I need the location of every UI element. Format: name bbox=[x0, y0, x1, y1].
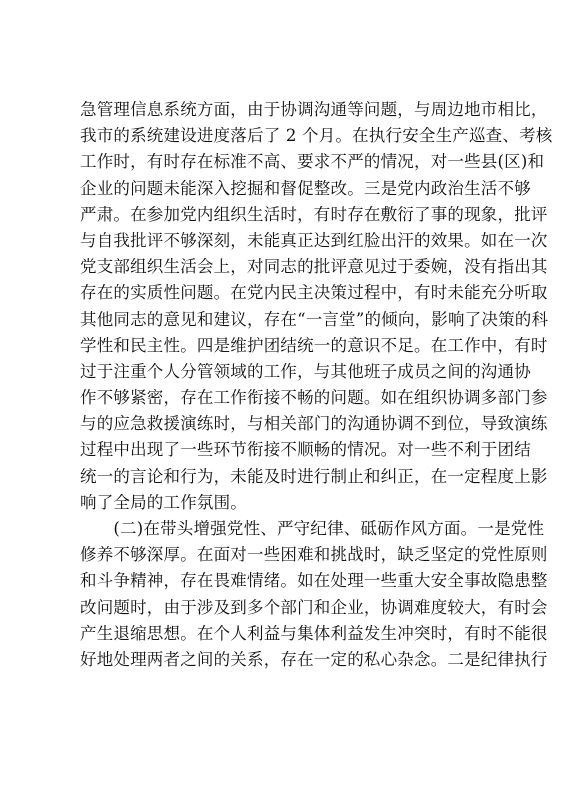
text-line: 产生退缩思想。在个人利益与集体利益发生冲突时，有时不能很 bbox=[80, 623, 548, 643]
text-line: 企业的问题未能深入挖掘和督促整改。三是党内政治生活不够 bbox=[80, 178, 531, 198]
text-line: 党支部组织生活会上，对同志的批评意见过于委婉，没有指出其 bbox=[80, 257, 548, 277]
text-line: 严肃。在参加党内组织生活时，有时存在敷衍了事的现象，批评 bbox=[80, 204, 548, 224]
text-line: 急管理信息系统方面，由于协调沟通等问题，与周边地市相比， bbox=[80, 100, 548, 119]
text-line: 和斗争精神，存在畏难情绪。如在处理一些重大安全事故隐患整 bbox=[80, 571, 548, 591]
text-line: 与自我批评不够深刻，未能真正达到红脸出汗的效果。如在一次 bbox=[80, 230, 548, 250]
text-line: 改问题时，由于涉及到多个部门和企业，协调难度较大，有时会 bbox=[80, 597, 548, 617]
text-line: 响了全局的工作氛围。 bbox=[80, 492, 247, 512]
text-line: 存在的实质性问题。在党内民主决策过程中，有时未能充分听取 bbox=[80, 283, 548, 303]
text-line: 学性和民主性。四是维护团结统一的意识不足。在工作中，有时 bbox=[80, 335, 548, 355]
text-line: 统一的言论和行为，未能及时进行制止和纠正，在一定程度上影 bbox=[80, 466, 548, 486]
body-text bbox=[80, 97, 553, 673]
text-line: 修养不够深厚。在面对一些困难和挑战时，缺乏坚定的党性原则 bbox=[80, 545, 548, 565]
text-line: (二)在带头增强党性、严守纪律、砥砺作风方面。一是党性 bbox=[80, 519, 545, 538]
text-line: 工作时，有时存在标准不高、要求不严的情况，对一些县(区)和 bbox=[80, 152, 545, 172]
text-line: 我市的系统建设进度落后了 2 个月。在执行安全生产巡查、考核 bbox=[80, 126, 553, 146]
text-line: 过程中出现了一些环节衔接不顺畅的情况。对一些不利于团结 bbox=[80, 440, 531, 460]
text-line: 与的应急救援演练时，与相关部门的沟通协调不到位，导致演练 bbox=[80, 414, 548, 434]
text-line: 作不够紧密，存在工作衔接不畅的问题。如在组织协调多部门参 bbox=[80, 388, 548, 408]
text-line: 过于注重个人分管领域的工作，与其他班子成员之间的沟通协 bbox=[80, 361, 531, 381]
text-line: 其他同志的意见和建议，存在“一言堂”的倾向，影响了决策的科 bbox=[80, 309, 549, 329]
text-line: 好地处理两者之间的关系，存在一定的私心杂念。二是纪律执行 bbox=[80, 649, 548, 669]
